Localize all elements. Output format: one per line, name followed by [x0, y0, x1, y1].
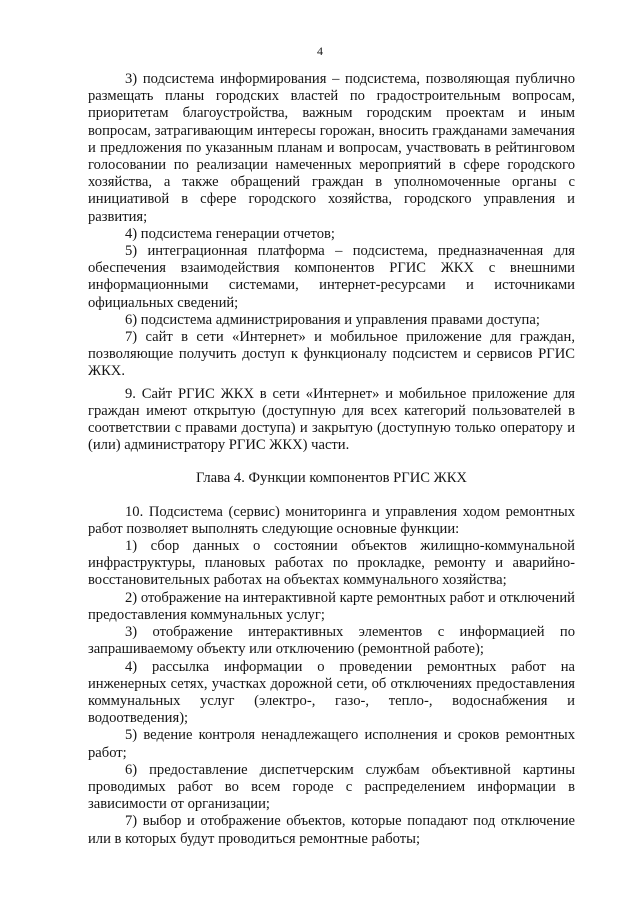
paragraph-item-6-administration-subsystem: 6) подсистема администрирования и управления правами доступа;: [125, 311, 540, 328]
paragraph-clause-9: 9. Сайт РГИС ЖКХ в сети «Интернет» и мобильное приложение для граждан имеют открытую (доступную для всех категорий пользователей в соответствии с правами доступа) и закрытую (доступную только оператору и (или) администратору РГИС ЖКХ) части.: [88, 385, 575, 454]
paragraph-function-3: 3) отображение интерактивных элементов с информацией по запрашиваемому объекту или отключению (ремонтной работе);: [88, 624, 575, 658]
paragraph-item-4-reports-subsystem: 4) подсистема генерации отчетов;: [125, 225, 335, 242]
paragraph-item-5-integration-platform: 5) интеграционная платформа – подсистема, предназначенная для обеспечения взаимодействия компонентов РГИС ЖКХ с внешними информационными системами, интернет-ресурсами и источниками официальных сведений;: [88, 243, 575, 311]
paragraph-function-5: 5) ведение контроля ненадлежащего исполнения и сроков ремонтных работ;: [88, 727, 575, 761]
document-body: [88, 71, 575, 848]
paragraph-item-3-informing-subsystem: 3) подсистема информирования – подсистема, позволяющая публично размещать планы городских властей по градостроительным вопросам, приоритетам благоустройства, важным городским проектам и иным вопросам, затрагивающим интересы горожан, вносить гражданами замечания и предложения по указанным планам и вопросам, участвовать в рейтинговом голосовании по реализации намеченных мероприятий в сфере городского хозяйства, а также обращений граждан в уполномоченные органы с инициативой в сфере городского хозяйства, городского управления и развития;: [88, 71, 575, 225]
paragraph-item-7-website-and-app: 7) сайт в сети «Интернет» и мобильное приложение для граждан, позволяющие получить доступ к функционалу подсистем и сервисов РГИС ЖКХ.: [88, 329, 575, 380]
page-number: 4: [317, 44, 323, 58]
paragraph-function-4: 4) рассылка информации о проведении ремонтных работ на инженерных сетях, участках дорожной сети, об отключениях предоставления коммунальных услуг (электро-, газо-, тепло-, водоснабжения и водоотведения);: [88, 658, 575, 727]
paragraph-function-1: 1) сбор данных о состоянии объектов жилищно-коммунальной инфраструктуры, плановых работах по прокладке, ремонту и аварийно-восстановительных работах на объектах коммунального хозяйства;: [88, 538, 575, 589]
chapter-heading: Глава 4. Функции компонентов РГИС ЖКХ: [196, 470, 467, 487]
paragraph-clause-10: 10. Подсистема (сервис) мониторинга и управления ходом ремонтных работ позволяет выполнять следующие основные функции:: [88, 503, 575, 537]
paragraph-function-2: 2) отображение на интерактивной карте ремонтных работ и отключений предоставления коммунальных услуг;: [88, 589, 575, 623]
paragraph-function-6: 6) предоставление диспетчерским службам объективной картины проводимых работ во всем городе с распределением информации в зависимости от организации;: [88, 761, 575, 813]
paragraph-function-7: 7) выбор и отображение объектов, которые попадают под отключение или в которых будут проводиться ремонтные работы;: [88, 813, 575, 847]
